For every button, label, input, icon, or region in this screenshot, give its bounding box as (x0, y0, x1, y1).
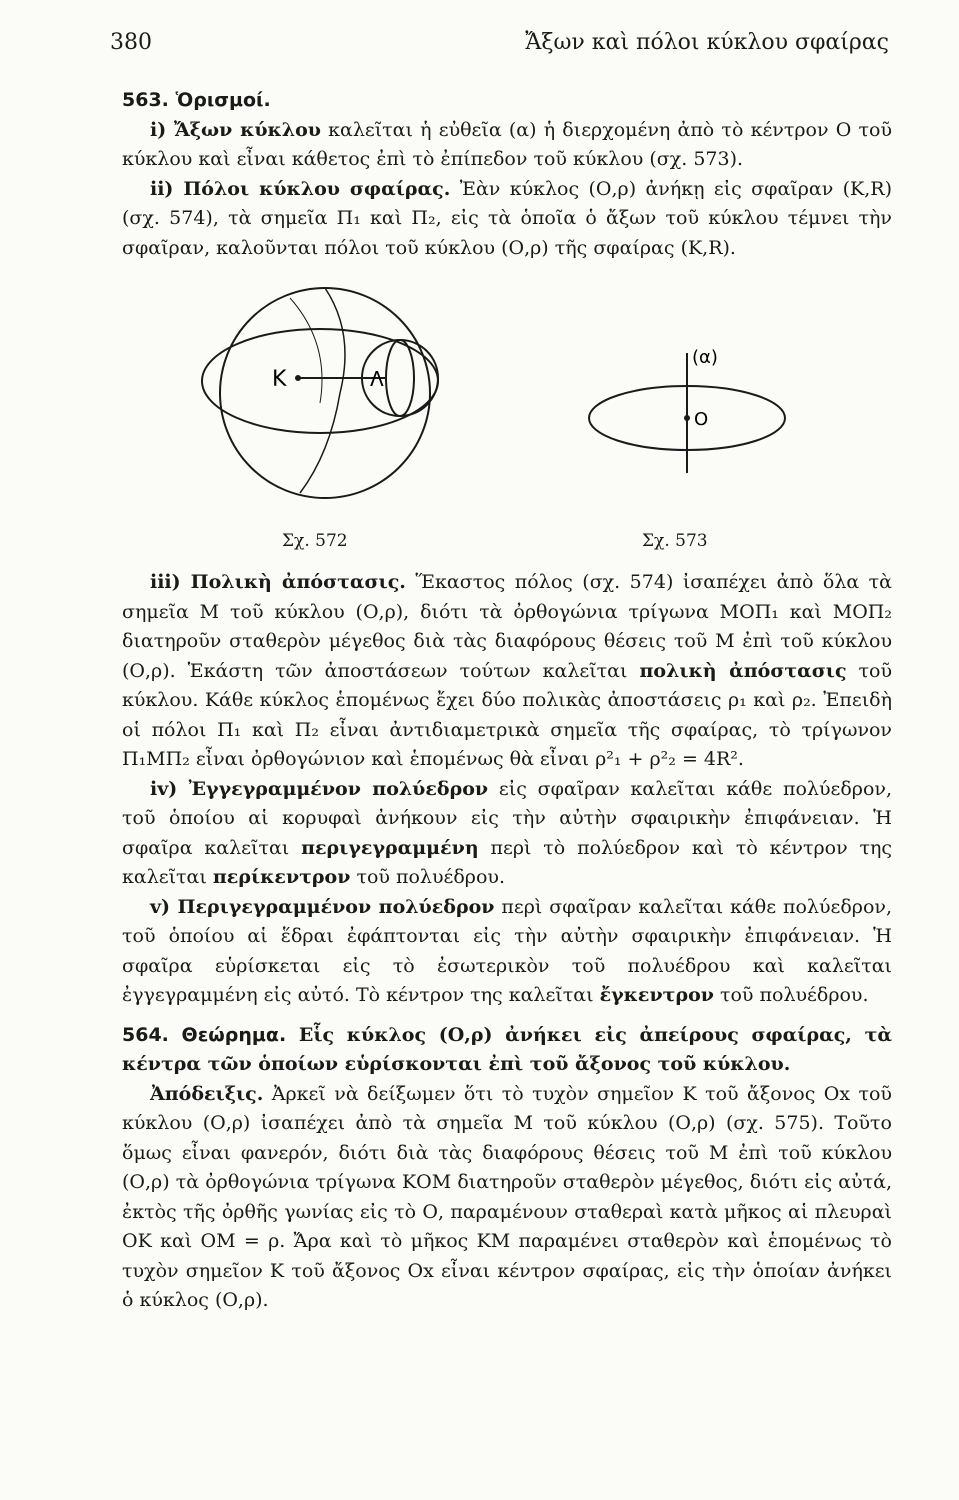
figure-573 (582, 333, 802, 493)
definition-v: v) Περιγεγραμμένον πολύεδρον περὶ σφαῖραν καλεῖται κάθε πολύεδρον, τοῦ ὁποίου αἱ ἕδραι ἐφάπτονται εἰς τὴν αὐτὴν σφαιρικὴν ἐπιφάνειαν. Ἡ σφαῖρα εὑρίσκεται εἰς τὸ ἐσωτερικὸν τοῦ πολυέδρου καὶ καλεῖται ἐγγεγραμμένη εἰς αὐτό. Τὸ κέντρον της καλεῖται ἔγκεντρον τοῦ πολυέδρου. (122, 895, 892, 1006)
page-body (122, 86, 892, 1316)
proof-564: Ἀπόδειξις. Ἀρκεῖ νὰ δείξωμεν ὅτι τὸ τυχὸν σημεῖον Κ τοῦ ἄξονος Οx τοῦ κύκλου (Ο,ρ) ἰσαπέχει ἀπὸ τὰ σημεῖα Μ τοῦ κύκλου (Ο,ρ) (σχ. 575). Τοῦτο ὅμως εἶναι φανερόν, διότι διὰ τὰς διαφόρους θέσεις τοῦ Μ ἐπὶ τοῦ κύκλου (Ο,ρ) τὰ ὀρθογώνια τρίγωνα ΚΟΜ διατηροῦν σταθερὸν μέγεθος, διότι εἰς αὐτά, ἐκτὸς τῆς ὀρθῆς γωνίας εἰς τὸ Ο, παραμένουν σταθεραὶ κατὰ μῆκος αἱ πλευραὶ ΟΚ καὶ ΟΜ = ρ. Ἄρα καὶ τὸ μῆκος ΚΜ παραμένει σταθερὸν καὶ ἑπομένως τὸ τυχὸν σημεῖον Κ τοῦ ἄξονος Οx εἶναι κέντρον σφαίρας, εἰς τὴν ὁποίαν ἀνήκει ὁ κύκλος (Ο,ρ). (122, 1082, 892, 1311)
label-o: O (694, 409, 709, 430)
definition-i: i) Ἄξων κύκλου καλεῖται ἡ εὐθεῖα (α) ἡ διερχομένη ἀπὸ τὸ κέντρον Ο τοῦ κύκλου καὶ εἶναι κάθετος ἐπὶ τὸ ἐπίπεδον τοῦ κύκλου (σχ. 573). (122, 118, 892, 170)
caption-572: Σχ. 572 (282, 531, 348, 551)
figures-row (122, 263, 892, 568)
definition-iii: iii) Πολικὴ ἀπόστασις. Ἕκαστος πόλος (σχ. 574) ἰσαπέχει ἀπὸ ὅλα τὰ σημεῖα Μ τοῦ κύκλου (Ο,ρ), διότι τὰ ὀρθογώνια τρίγωνα ΜΟΠ₁ καὶ ΜΟΠ₂ διατηροῦν σταθερὸν μέγεθος διὰ τὰς διαφόρους θέσεις τοῦ Μ ἐπὶ τοῦ κύκλου (Ο,ρ). Ἑκάστη τῶν ἀποστάσεων τούτων καλεῖται πολικὴ ἀπόστασις τοῦ κύκλου. Κάθε κύκλος ἑπομένως ἔχει δύο πολικὰς ἀποστάσεις ρ₁ καὶ ρ₂. Ἐπειδὴ οἱ πόλοι Π₁ καὶ Π₂ εἶναι ἀντιδιαμετρικὰ σημεῖα τῆς σφαίρας, τὸ τρίγωνον Π₁ΜΠ₂ εἶναι ὀρθογώνιον καὶ ἑπομένως θὰ εἶναι ρ²₁ + ρ²₂ = 4R². (122, 571, 893, 770)
label-axis-a: (α) (692, 347, 718, 368)
theorem-564: 564. Θεώρημα. Εἷς κύκλος (Ο,ρ) ἀνήκει εἰς ἀπείρους σφαίρας, τὰ κέντρα τῶν ὁποίων εὑρίσκονται ἐπὶ τοῦ ἄξονος τοῦ κύκλου. (122, 1023, 892, 1075)
caption-573: Σχ. 573 (642, 531, 708, 551)
definition-ii: ii) Πόλοι κύκλου σφαίρας. Ἐὰν κύκλος (Ο,ρ) ἀνήκῃ εἰς σφαῖραν (Κ,R) (σχ. 574), τὰ σημεῖα Π₁ καὶ Π₂, εἰς τὰ ὁποῖα ὁ ἄξων τοῦ κύκλου τέμνει τὴν σφαῖραν, καλοῦνται πόλοι τοῦ κύκλου (Ο,ρ) τῆς σφαίρας (Κ,R). (122, 177, 893, 259)
figure-572 (180, 283, 480, 513)
label-k: Κ (272, 367, 287, 392)
section-563-title: 563. Ὁρισμοί. (122, 89, 271, 111)
label-lambda: Λ (370, 367, 384, 391)
definition-iv: iv) Ἐγγεγραμμένον πολύεδρον εἰς σφαῖραν καλεῖται κάθε πολύεδρον, τοῦ ὁποίου αἱ κορυφαὶ ἀνήκουν εἰς τὴν αὐτὴν σφαιρικὴν ἐπιφάνειαν. Ἡ σφαῖρα καλεῖται περιγεγραμμένη περὶ τὸ πολύεδρον καὶ τὸ κέντρον της καλεῖται περίκεντρον τοῦ πολυέδρου. (122, 777, 893, 888)
page-number: 380 (110, 30, 152, 55)
running-title: Ἄξων καὶ πόλοι κύκλου σφαίρας (525, 30, 889, 55)
